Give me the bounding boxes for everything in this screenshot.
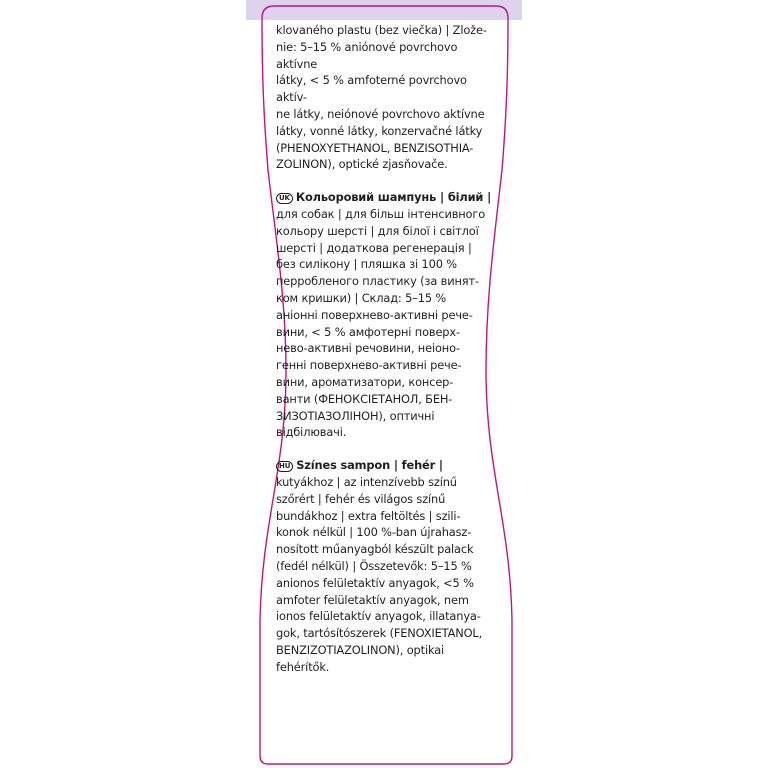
hu-language-badge: HU [276,461,293,472]
hu-section [276,457,494,675]
sk-tail-text: klovaného plastu (bez viečka) | Zlože- nie: 5–15 % aniónové povrchovo aktívne látky, < 5 % amfoterné povrchovo aktív- ne látky, neiónové povrchovo aktívne látky, vonné látky, konzervačné látky (PHENOXYETHANOL, BENZISOTHIA- ZOLINON), optické zjasňovače. [276,23,487,172]
hu-title: Színes sampon | fehér | [296,458,443,473]
uk-title: Кольоровий шампунь | білий | [295,190,492,205]
uk-section [276,189,494,441]
uk-language-badge: UK [276,193,293,204]
label-text [276,22,494,675]
hu-body: kutyákhoz | az intenzívebb színű szőrért | fehér és világos színű bundákhoz | extra feltöltés | szili- konok nélkül | 100 %-ban újrahasz- nosított műanyagból készült palack (fedél nélkül) | Összetevők: 5–15 % anionos felületaktív anyagok, <5 % amfoter felületaktív anyagok, nem ionos felületaktív anyagok, illatanya- gok, tartósítószerek (FENOXIETANOL, BENZIZOTIAZOLINON), optikai fehérítők. [276,474,483,674]
uk-body: для собак | для більш інтенсивного кольору шерсті | для білої і світлої шерсті | додаткова регенерація | без силікону | пляшка зі 100 % перробленого пластику (за винят- ком кришки) | Склад: 5–15 % аніонні поверхнево-активні рече- вини, < 5 % амфотерні поверх- нево-активні речовини, неіоно- генні поверхнево-активні рече- вини, ароматизатори, консер- ванти (ФЕНОКСІЕТАНОЛ, БЕН- ЗИЗОТІАЗОЛІНОН), оптичні відбілювачі. [276,206,486,440]
